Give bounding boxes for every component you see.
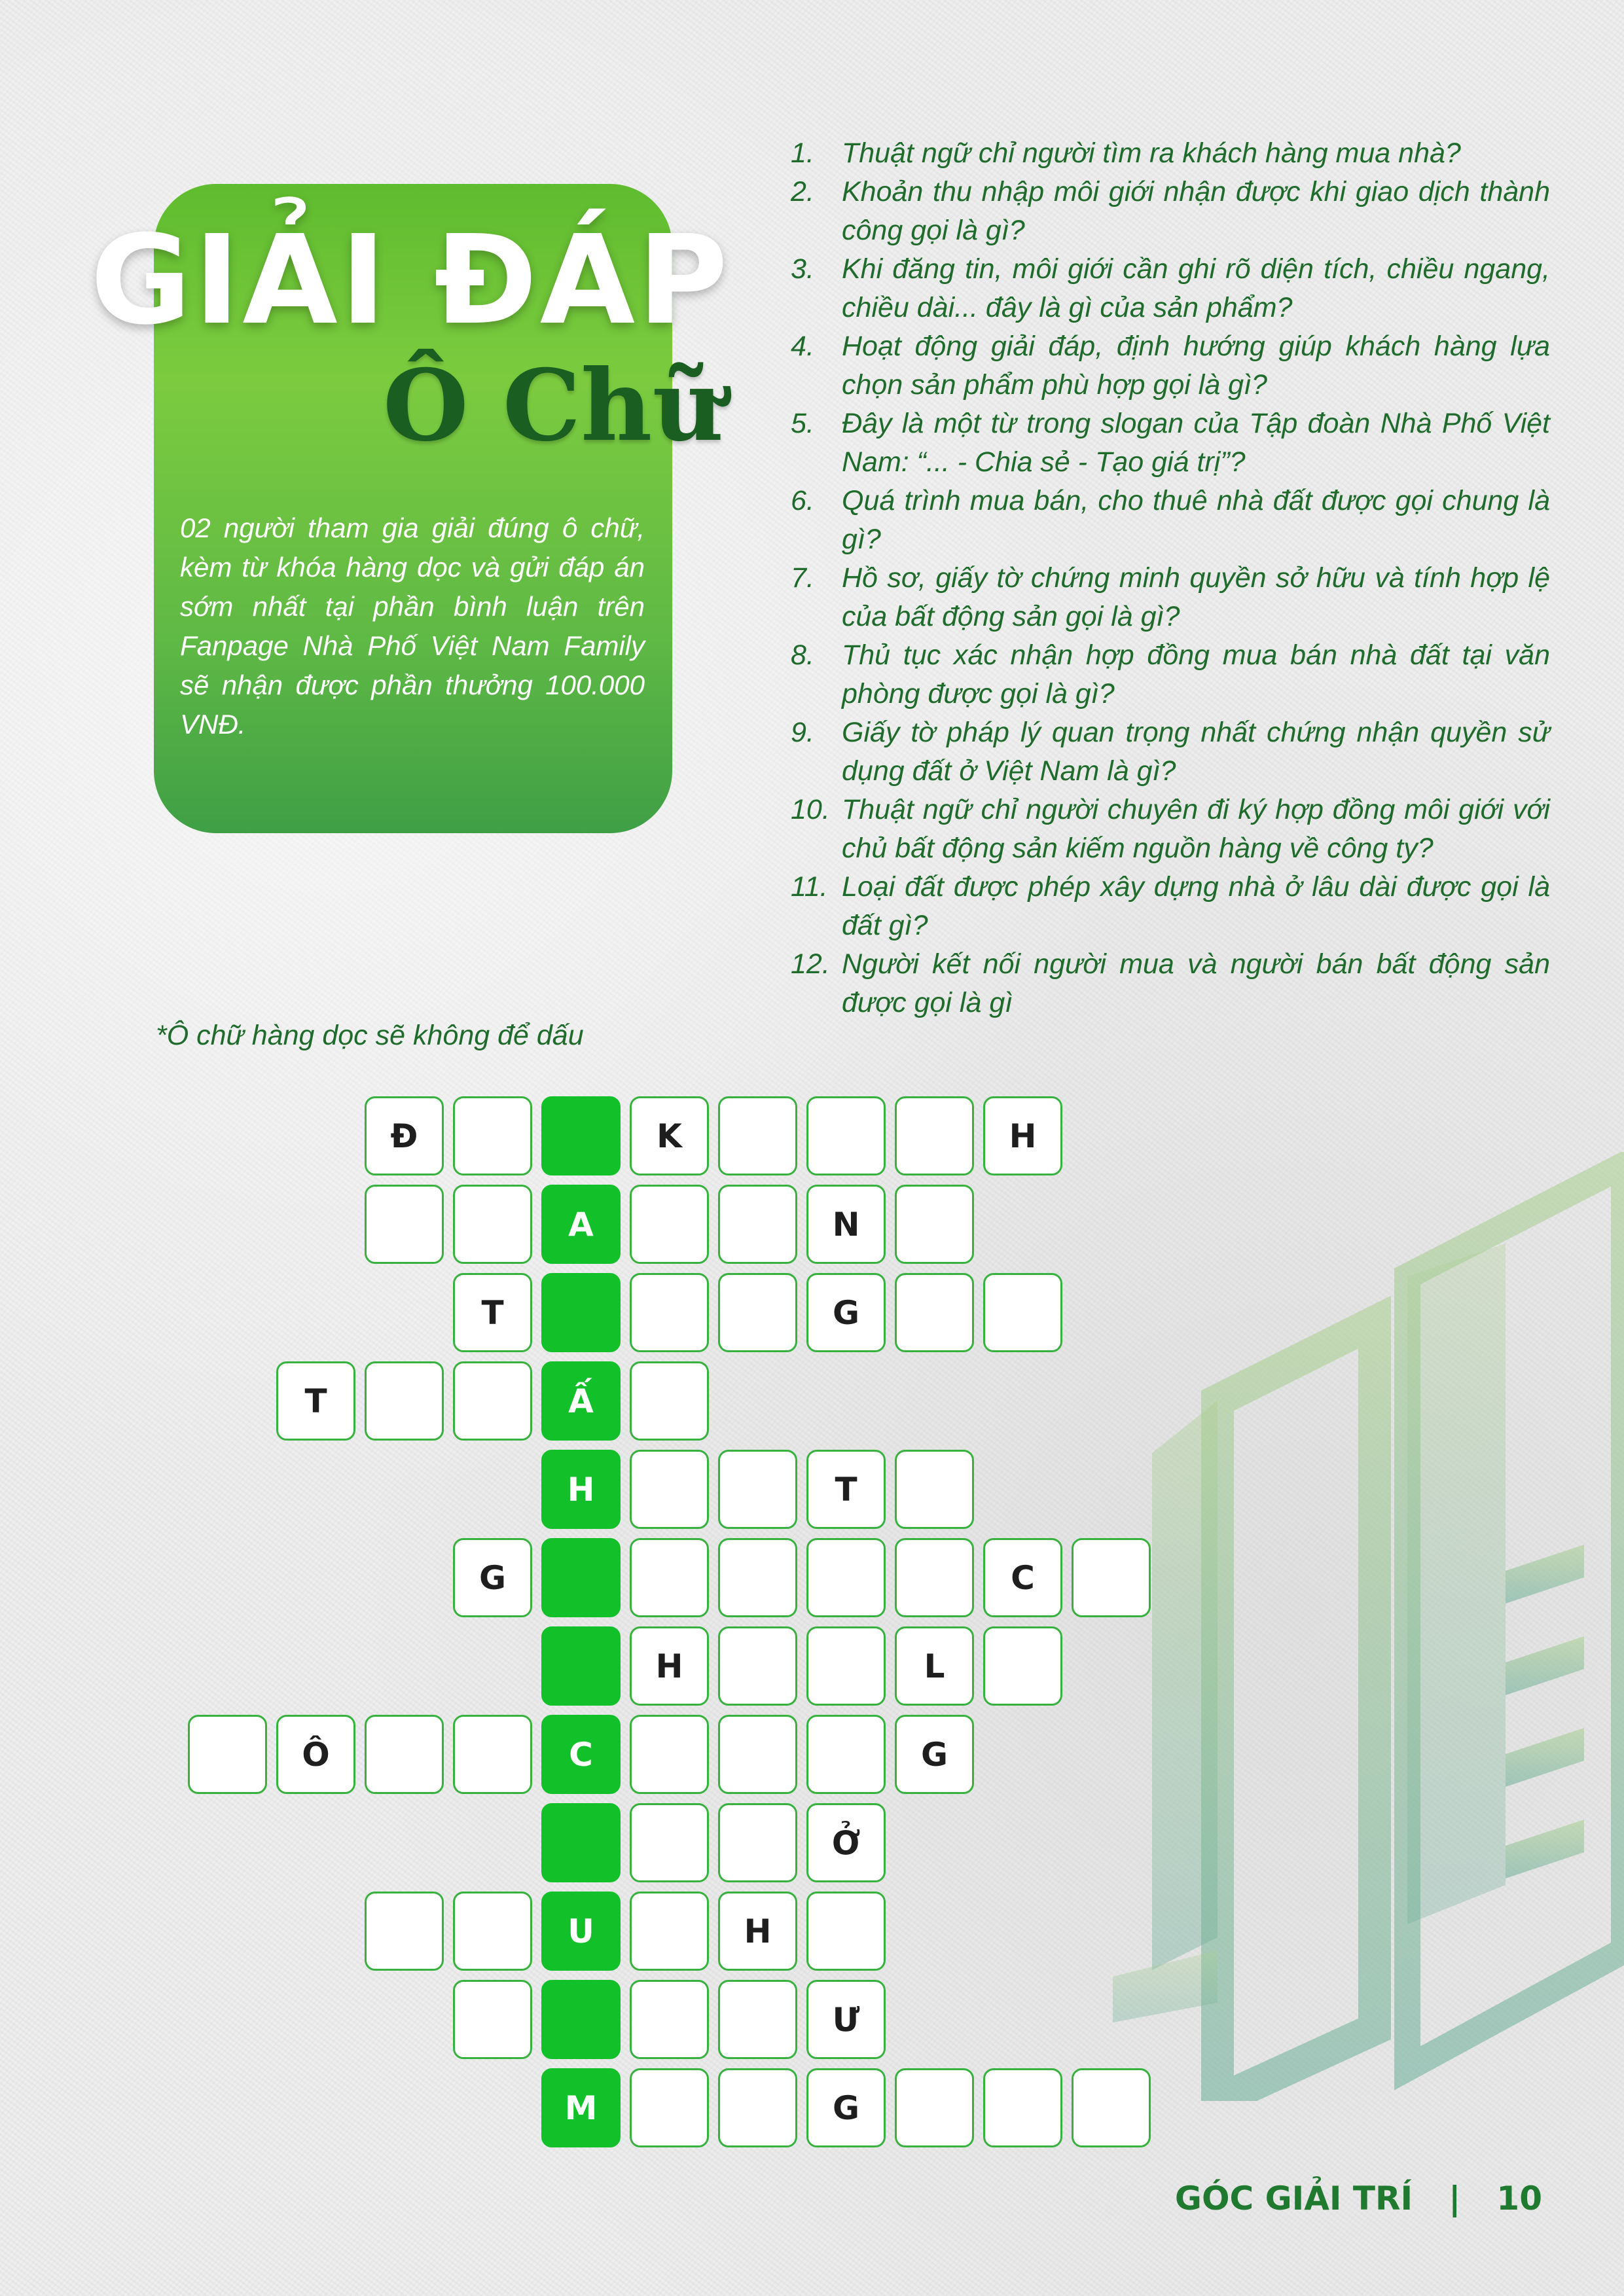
crossword-cell[interactable] [718, 1980, 797, 2059]
question-text: Khoản thu nhập môi giới nhận được khi giao dịch thành công gọi là gì? [842, 176, 1550, 246]
question-number: 8. [791, 639, 814, 671]
footer-separator: | [1449, 2179, 1461, 2217]
question-item [791, 868, 1550, 945]
footer [1175, 2179, 1542, 2217]
question-text: Thủ tục xác nhận hợp đồng mua bán nhà đất tại văn phòng được gọi là gì? [842, 639, 1550, 709]
crossword-cell[interactable]: H [630, 1626, 709, 1706]
question-number: 5. [791, 408, 814, 439]
crossword-cell[interactable] [895, 1538, 974, 1617]
crossword-cell[interactable]: Ở [806, 1803, 886, 1882]
crossword-cell[interactable] [806, 1892, 886, 1971]
crossword-key-cell[interactable]: Ấ [541, 1361, 621, 1441]
page-title: GIẢI ĐÁP [90, 209, 731, 352]
crossword-cell[interactable]: Ô [276, 1715, 355, 1794]
crossword-cell[interactable] [630, 1185, 709, 1264]
crossword-cell[interactable] [718, 2068, 797, 2147]
question-text: Loại đất được phép xây dựng nhà ở lâu dài được gọi là đất gì? [842, 871, 1550, 941]
question-number: 11. [791, 871, 828, 903]
crossword-cell[interactable]: L [895, 1626, 974, 1706]
crossword-cell[interactable]: K [630, 1096, 709, 1175]
crossword-key-cell[interactable] [541, 1626, 621, 1706]
crossword-cell[interactable] [806, 1538, 886, 1617]
crossword-cell[interactable] [718, 1273, 797, 1352]
crossword-cell[interactable] [365, 1892, 444, 1971]
question-text: Khi đăng tin, môi giới cần ghi rõ diện tích, chiều ngang, chiều dài... đây là gì của sản phẩm? [842, 253, 1550, 323]
crossword-cell[interactable] [718, 1450, 797, 1529]
question-item [791, 945, 1550, 1022]
question-text: Thuật ngữ chỉ người tìm ra khách hàng mua nhà? [842, 137, 1461, 169]
crossword-cell[interactable] [983, 1626, 1062, 1706]
question-text: Thuật ngữ chỉ người chuyên đi ký hợp đồng môi giới với chủ bất động sản kiếm nguồn hàng về công ty? [842, 794, 1550, 864]
question-text: Quá trình mua bán, cho thuê nhà đất được gọi chung là gì? [842, 485, 1550, 555]
crossword-cell[interactable] [1072, 2068, 1151, 2147]
crossword-cell[interactable] [718, 1803, 797, 1882]
crossword-cell[interactable] [718, 1096, 797, 1175]
crossword-cell[interactable] [630, 2068, 709, 2147]
crossword-cell[interactable] [365, 1185, 444, 1264]
crossword-cell[interactable]: H [983, 1096, 1062, 1175]
question-item [791, 327, 1550, 404]
crossword-cell[interactable] [895, 1096, 974, 1175]
question-number: 7. [791, 562, 814, 594]
page-number: 10 [1496, 2179, 1542, 2217]
crossword-cell[interactable]: T [806, 1450, 886, 1529]
crossword-cell[interactable] [630, 1803, 709, 1882]
crossword-key-cell[interactable]: M [541, 2068, 621, 2147]
page-subtitle: Ô Chữ [383, 348, 724, 463]
crossword-cell[interactable] [453, 1361, 532, 1441]
crossword-key-cell[interactable] [541, 1980, 621, 2059]
crossword-key-cell[interactable]: C [541, 1715, 621, 1794]
crossword-cell[interactable] [630, 1892, 709, 1971]
crossword-cell[interactable] [895, 1450, 974, 1529]
question-item [791, 636, 1550, 713]
crossword-cell[interactable] [806, 1626, 886, 1706]
question-item [791, 791, 1550, 868]
crossword-cell[interactable] [630, 1538, 709, 1617]
crossword-cell[interactable] [630, 1450, 709, 1529]
crossword-cell[interactable]: G [806, 1273, 886, 1352]
question-item [791, 713, 1550, 791]
crossword-note: *Ô chữ hàng dọc sẽ không để dấu [156, 1020, 584, 1051]
crossword-cell[interactable]: Đ [365, 1096, 444, 1175]
crossword-cell[interactable] [983, 2068, 1062, 2147]
building-watermark-icon [1113, 1152, 1624, 2101]
questions-list [791, 134, 1550, 1022]
crossword-cell[interactable] [630, 1715, 709, 1794]
crossword-cell[interactable] [453, 1892, 532, 1971]
crossword-cell[interactable] [453, 1096, 532, 1175]
crossword-cell[interactable] [453, 1715, 532, 1794]
crossword-cell[interactable] [806, 1096, 886, 1175]
crossword-cell[interactable] [895, 1273, 974, 1352]
crossword-key-cell[interactable] [541, 1273, 621, 1352]
crossword-key-cell[interactable]: A [541, 1185, 621, 1264]
crossword-key-cell[interactable]: H [541, 1450, 621, 1529]
footer-section: GÓC GIẢI TRÍ [1174, 2179, 1413, 2217]
crossword-cell[interactable] [188, 1715, 267, 1794]
question-number: 1. [791, 137, 814, 169]
crossword-cell[interactable] [630, 1273, 709, 1352]
crossword-cell[interactable] [895, 1185, 974, 1264]
crossword-key-cell[interactable]: U [541, 1892, 621, 1971]
question-item [791, 404, 1550, 482]
crossword-cell[interactable]: T [453, 1273, 532, 1352]
question-number: 9. [791, 717, 814, 748]
crossword-cell[interactable] [365, 1361, 444, 1441]
crossword-cell[interactable]: T [276, 1361, 355, 1441]
crossword-cell[interactable]: Ư [806, 1980, 886, 2059]
crossword-cell[interactable]: G [453, 1538, 532, 1617]
question-number: 10. [791, 794, 830, 825]
question-number: 2. [791, 176, 814, 207]
crossword-cell[interactable]: G [895, 1715, 974, 1794]
question-item [791, 250, 1550, 327]
crossword-cell[interactable] [718, 1715, 797, 1794]
question-number: 12. [791, 948, 830, 980]
crossword-cell[interactable] [453, 1185, 532, 1264]
question-item [791, 482, 1550, 559]
question-text: Đây là một từ trong slogan của Tập đoàn Nhà Phố Việt Nam: “... - Chia sẻ - Tạo giá trị”? [842, 408, 1550, 478]
crossword-cell[interactable] [630, 1361, 709, 1441]
crossword-cell[interactable] [718, 1626, 797, 1706]
question-number: 4. [791, 331, 814, 362]
crossword-cell[interactable] [718, 1538, 797, 1617]
question-item [791, 559, 1550, 636]
crossword-cell[interactable]: N [806, 1185, 886, 1264]
question-text: Người kết nối người mua và người bán bất động sản được gọi là gì [842, 948, 1550, 1018]
question-text: Giấy tờ pháp lý quan trọng nhất chứng nhận quyền sử dụng đất ở Việt Nam là gì? [842, 717, 1550, 787]
crossword-key-cell[interactable] [541, 1803, 621, 1882]
question-text: Hoạt động giải đáp, định hướng giúp khách hàng lựa chọn sản phẩm phù hợp gọi là gì? [842, 331, 1550, 401]
crossword-cell[interactable] [630, 1980, 709, 2059]
question-number: 3. [791, 253, 814, 285]
crossword-cell[interactable] [1072, 1538, 1151, 1617]
crossword-cell[interactable] [453, 1980, 532, 2059]
crossword-cell[interactable] [365, 1715, 444, 1794]
crossword-key-cell[interactable] [541, 1538, 621, 1617]
crossword-cell[interactable]: G [806, 2068, 886, 2147]
question-item [791, 134, 1550, 173]
crossword-cell[interactable] [895, 2068, 974, 2147]
crossword-key-cell[interactable] [541, 1096, 621, 1175]
crossword-cell[interactable] [983, 1273, 1062, 1352]
intro-text: 02 người tham gia giải đúng ô chữ, kèm từ khóa hàng dọc và gửi đáp án sớm nhất tại phần bình luận trên Fanpage Nhà Phố Việt Nam Family sẽ nhận được phần thưởng 100.000 VNĐ. [180, 512, 645, 740]
question-item [791, 173, 1550, 250]
crossword-cell[interactable]: C [983, 1538, 1062, 1617]
crossword-cell[interactable] [806, 1715, 886, 1794]
crossword-cell[interactable]: H [718, 1892, 797, 1971]
question-number: 6. [791, 485, 814, 516]
crossword-cell[interactable] [718, 1185, 797, 1264]
question-text: Hồ sơ, giấy tờ chứng minh quyền sở hữu và tính hợp lệ của bất động sản gọi là gì? [842, 562, 1550, 632]
